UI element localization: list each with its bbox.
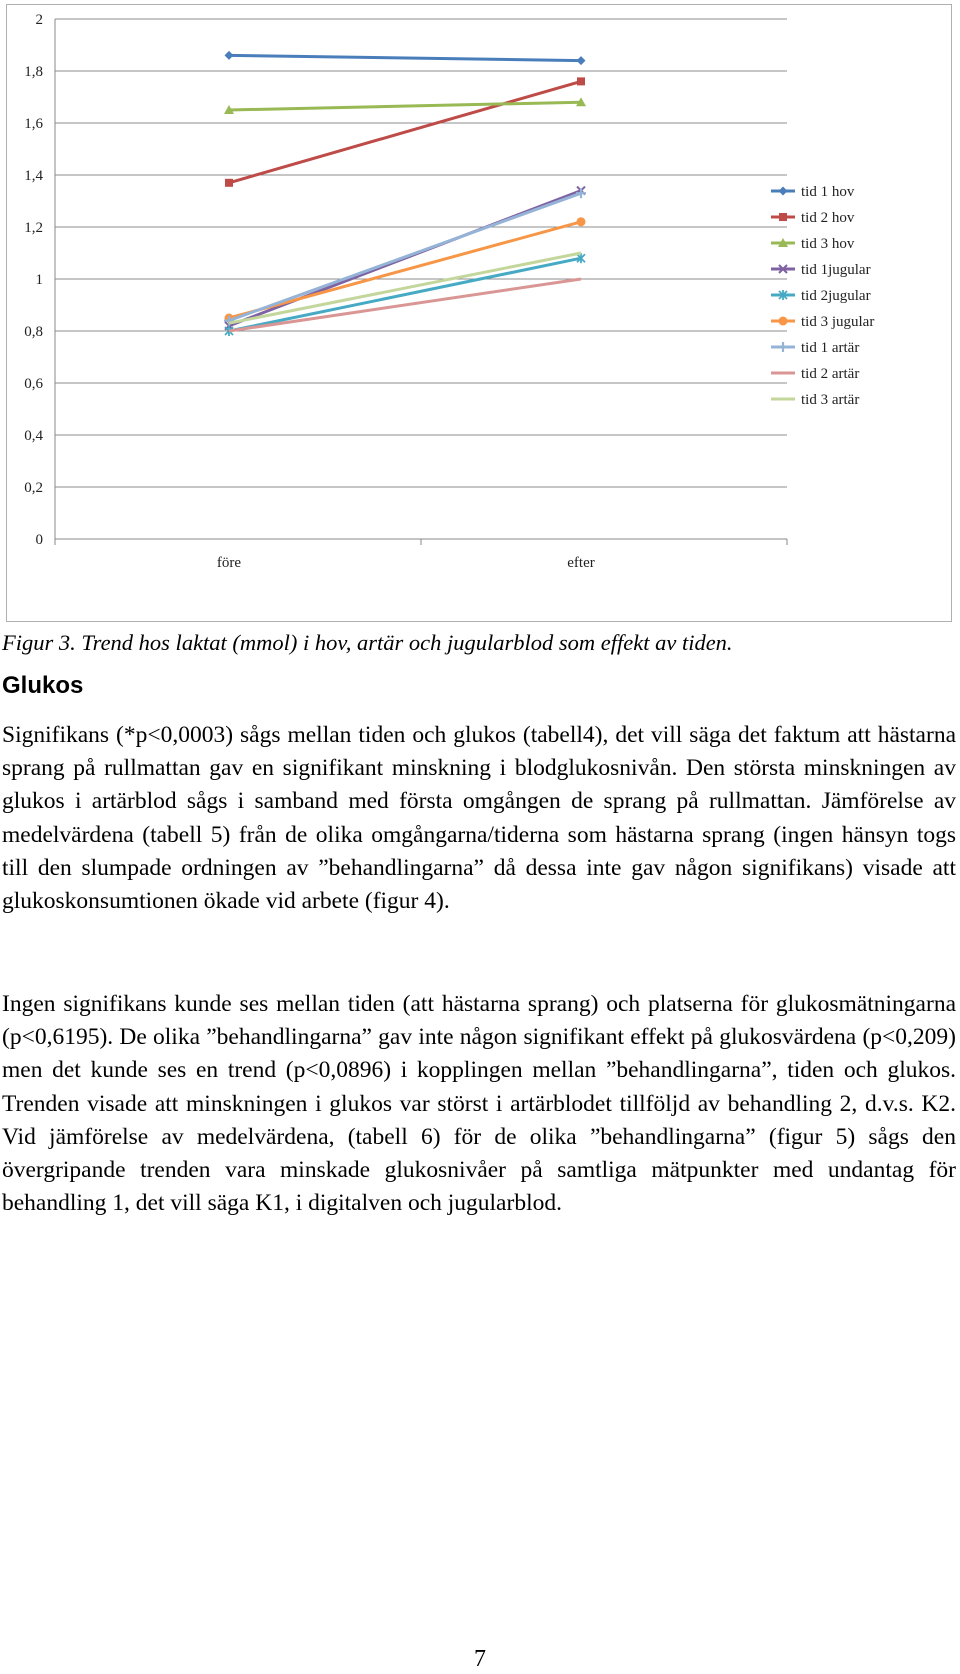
data-point-s2-2 — [577, 77, 585, 85]
y-tick-label: 1,8 — [24, 64, 43, 80]
figure-caption: Figur 3. Trend hos laktat (mmol) i hov, artär och jugularblod som effekt av tiden. — [2, 630, 733, 655]
legend-marker-1 — [779, 187, 788, 196]
y-tick-label: 0 — [35, 532, 43, 548]
x-tick-label: efter — [567, 555, 595, 571]
legend-label-5: tid 2jugular — [801, 288, 871, 304]
y-tick-label: 0,4 — [24, 428, 43, 444]
series-line-3 — [229, 102, 581, 110]
paragraph-1: Signifikans (*p<0,0003) sågs mellan tiden och glukos (tabell4), det vill säga det faktum att hästarna sprang på rullmattan gav en signifikant minskning i blodglukosnivån. Den största minskningen av glukos i artärblod sågs i samband med första omgången de sprang på rullmattan. Jämförelse av medelvärdena (tabell 5) från de olika omgångarna/tiderna som hästarna sprang (ingen hänsyn togs till den slumpade ordningen av ”behandlingarna” då dessa inte gav någon signifikans) visade att glukoskonsumtionen ökade vid arbete (figur 4). — [2, 722, 956, 915]
legend-label-4: tid 1jugular — [801, 262, 871, 278]
legend-label-3: tid 3 hov — [801, 236, 855, 252]
lactate-trend-chart — [6, 4, 952, 622]
y-tick-label: 0,8 — [24, 324, 43, 340]
series-line-7 — [229, 193, 581, 320]
legend-marker-2 — [779, 213, 787, 221]
y-tick-label: 1,4 — [24, 168, 43, 184]
y-tick-label: 1,6 — [24, 116, 43, 132]
data-point-s7-2 — [576, 188, 586, 198]
series-line-2 — [229, 81, 581, 182]
data-point-s2-1 — [225, 179, 233, 187]
legend-label-6: tid 3 jugular — [801, 314, 875, 330]
y-tick-label: 0,2 — [24, 480, 43, 496]
legend-label-2: tid 2 hov — [801, 210, 855, 226]
page-number: 7 — [474, 1646, 486, 1672]
data-point-s1-2 — [577, 56, 586, 65]
chart-svg — [7, 5, 951, 621]
legend-label-8: tid 2 artär — [801, 366, 860, 382]
paragraph-2: Ingen signifikans kunde ses mellan tiden (att hästarna sprang) och platserna för glukosmätningarna (p<0,6195). De olika ”behandlingarna” gav inte någon signifikant effekt på glukosvärdena (p<0,209) men det kunde ses en trend (p<0,0896) i kopplingen mellan ”behandlingarna”, tiden och glukos. Trenden visade att minskningen i glukos var störst i artärblodet tillföljd av behandling 2, d.v.s. K2. Vid jämförelse av medelvärdena, (tabell 6) för de olika ”behandlingarna” (figur 5) sågs den övergripande trenden vara minskade glukosnivåer på samtliga mätpunkter med undantag för behandling 1, det vill säga K1, i digitalven och jugularblod. — [2, 991, 956, 1217]
y-tick-label: 1 — [35, 272, 43, 288]
y-tick-label: 1,2 — [24, 220, 43, 236]
legend-label-7: tid 1 artär — [801, 340, 860, 356]
legend-marker-6 — [779, 317, 788, 326]
section-heading: Glukos — [2, 672, 84, 699]
y-tick-label: 0,6 — [24, 376, 43, 392]
legend-label-9: tid 3 artär — [801, 392, 860, 408]
data-point-s1-1 — [225, 51, 234, 60]
data-point-s6-2 — [577, 217, 586, 226]
x-tick-label: före — [216, 555, 242, 571]
legend-label-1: tid 1 hov — [801, 184, 855, 200]
legend-marker-7 — [778, 342, 788, 352]
y-tick-label: 2 — [35, 12, 43, 28]
series-line-1 — [229, 55, 581, 60]
